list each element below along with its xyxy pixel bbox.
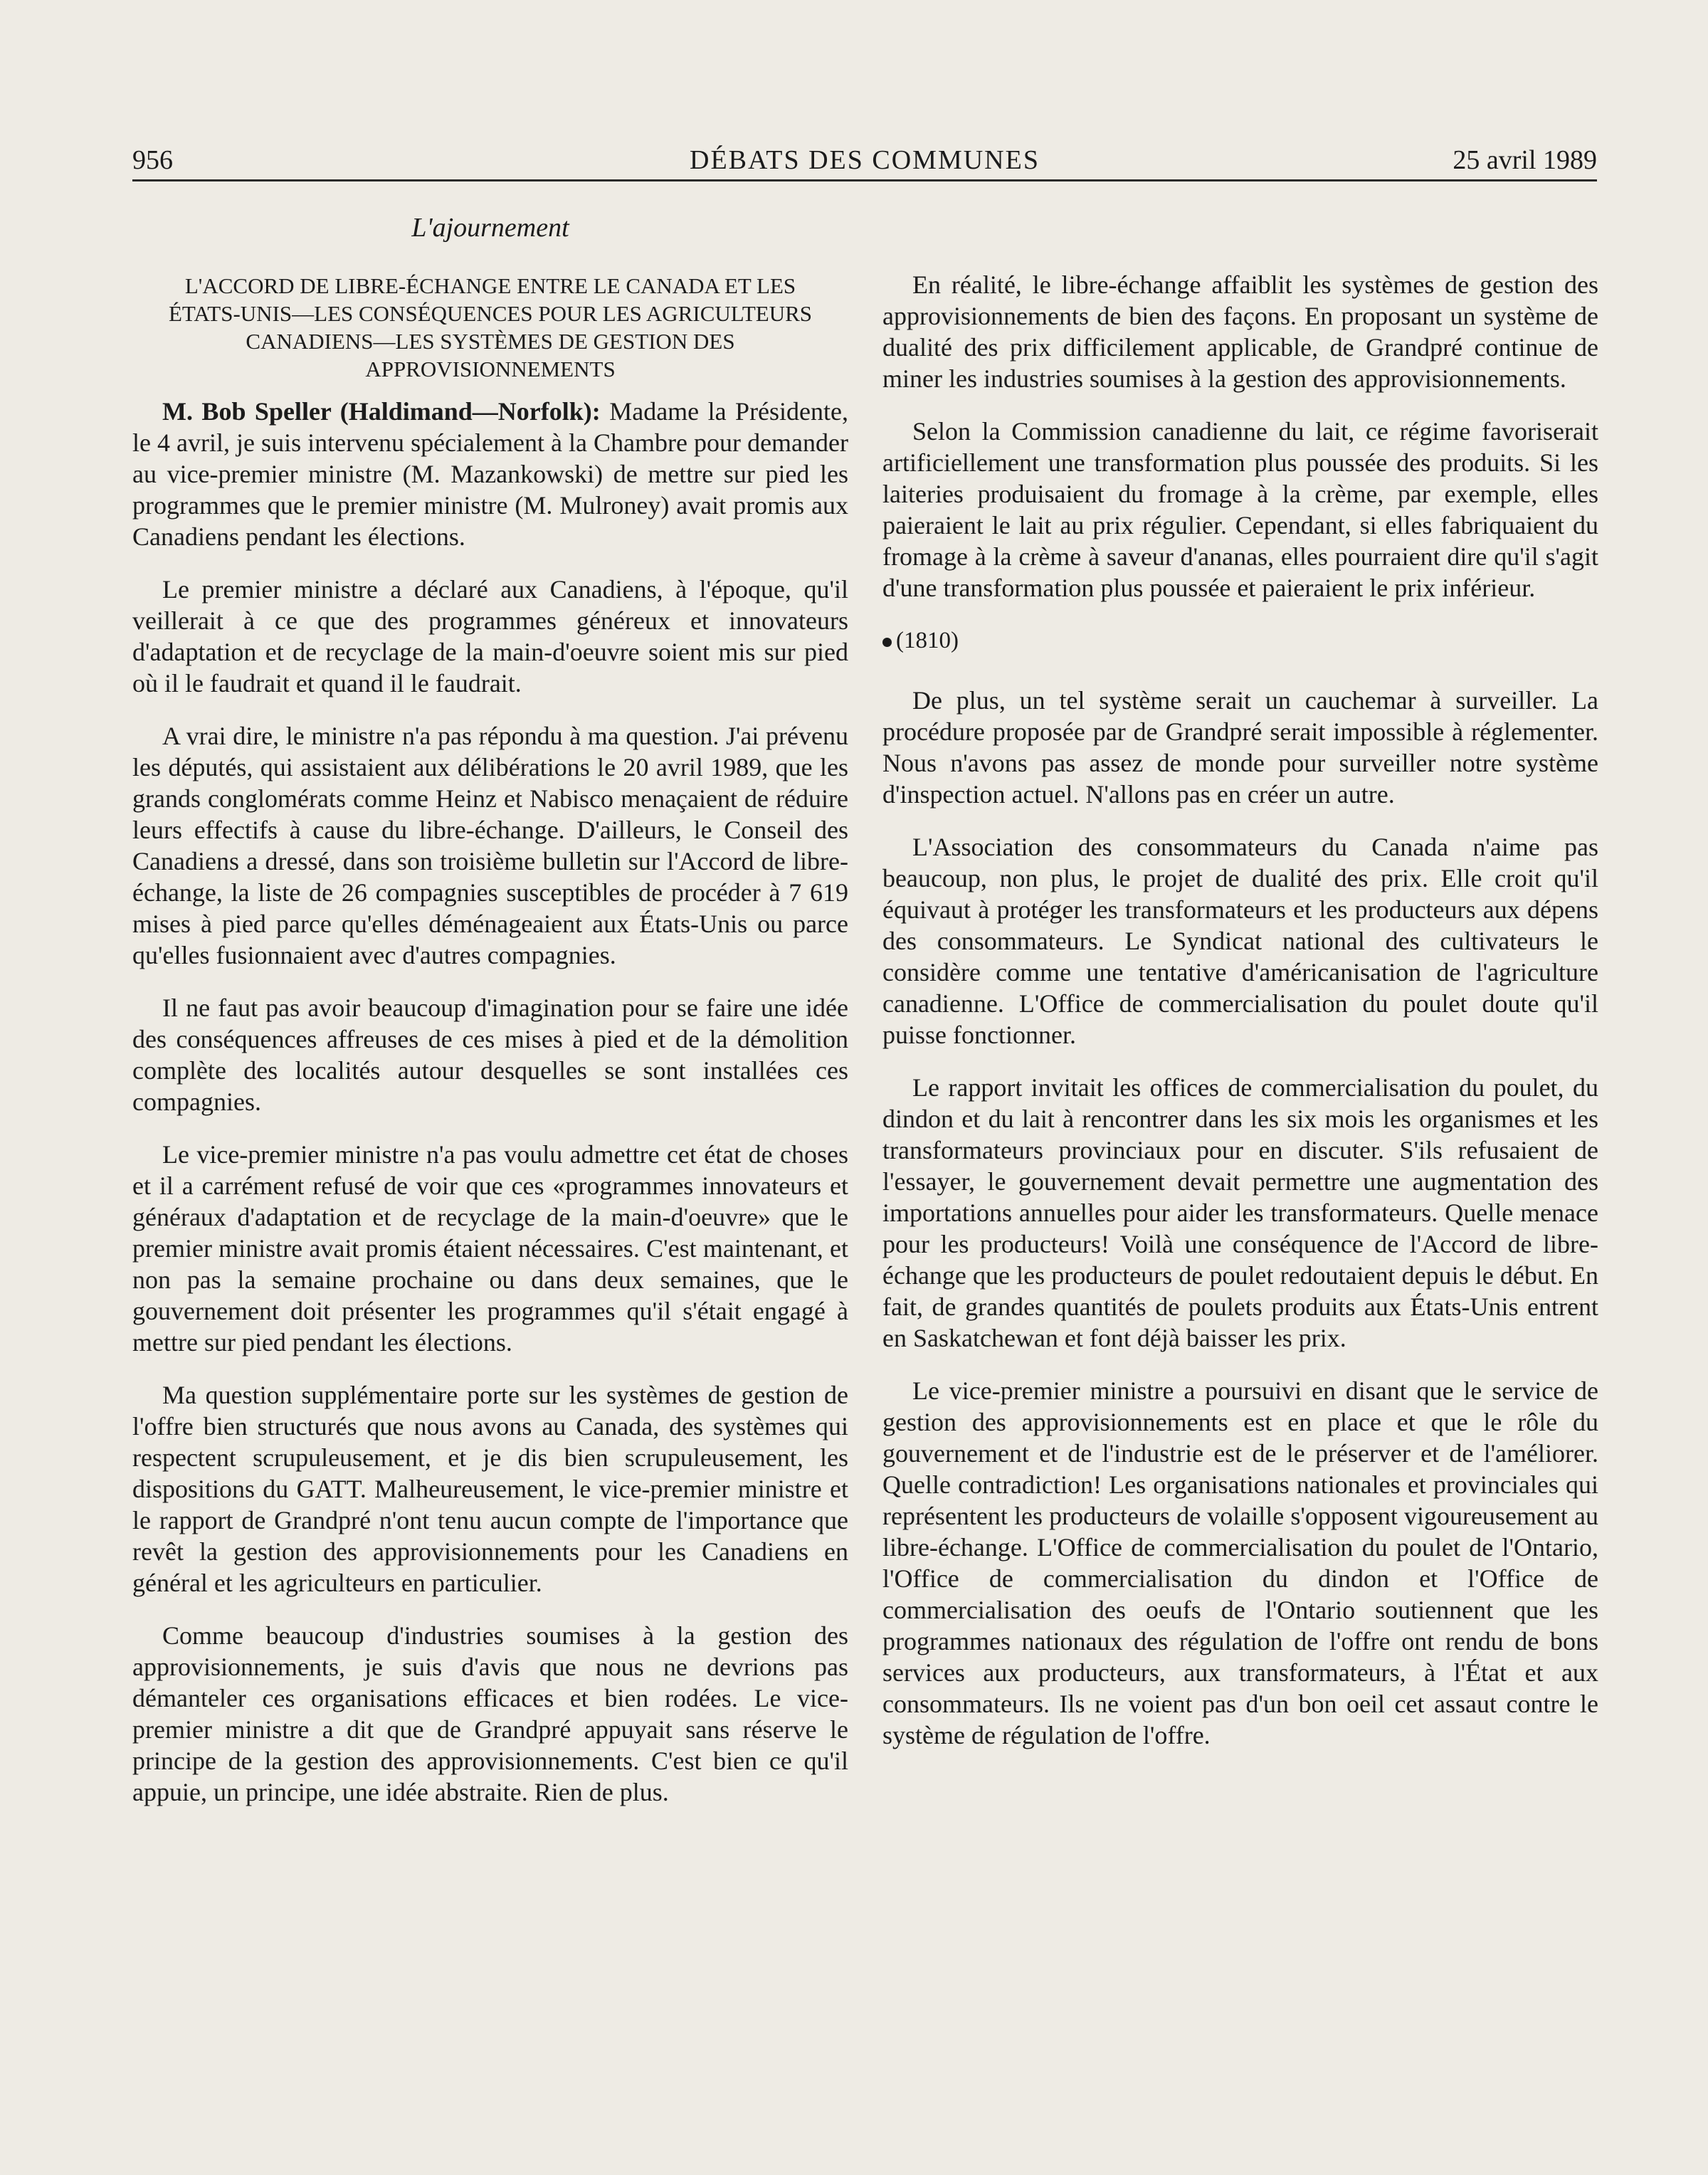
- debate-heading: L'ACCORD DE LIBRE-ÉCHANGE ENTRE LE CANADA ET LES ÉTATS-UNIS—LES CONSÉQUENCES POUR LES AGRICULTEURS CANADIENS—LES SYSTÈMES DE GESTION DES APPROVISIONNEMENTS: [168, 273, 813, 381]
- bullet-icon: [882, 638, 892, 647]
- header-rule: [132, 179, 1597, 181]
- paragraph: Selon la Commission canadienne du lait, ce régime favoriserait artificiellement une transformation plus poussée des produits. Si les laiteries produisaient du fromage à la crème, par exemple, elles paieraient le lait au prix régulier. Cependant, si elles fabriquaient du fromage à la crème à saveur d'ananas, elles pourraient dire qu'il s'agit d'une transformation plus poussée et paieraient le prix inférieur.: [882, 417, 1598, 602]
- paragraph: Le vice-premier ministre a poursuivi en disant que le service de gestion des approvisionnements est en place et que le rôle du gouvernement et de l'industrie est de le préserver et de l'améliorer. Quelle contradiction! Les organisations nationales et provinciales qui représentent les producteurs de volaille s'opposent vigoureusement au libre-échange. L'Office de commercialisation du poulet de l'Ontario, l'Office de commercialisation du dindon et l'Office de commercialisation des oeufs de l'Ontario soutiennent que les programmes nationaux des régulation de l'offre ont rendu de bons services aux producteurs, aux transformateurs, à l'État et aux consommateurs. Ils ne voient pas d'un bon oeil cet assaut contre le système de régulation de l'offre.: [882, 1376, 1598, 1749]
- time-marker: [882, 625, 1598, 656]
- paragraph: Le rapport invitait les offices de commercialisation du poulet, du dindon et du lait à rencontrer dans les six mois les organismes et les transformateurs provinciaux pour en discuter. S'ils refusaient de l'essayer, le gouvernement devait permettre une augmentation des importations annuelles pour aider les transformateurs. Quelle menace pour les producteurs! Voilà une conséquence de l'Accord de libre-échange que les producteurs de poulet redoutaient depuis le début. En fait, de grandes quantités de poulets produits aux États-Unis entrent en Saskatchewan et font déjà baisser les prix.: [882, 1073, 1598, 1352]
- section-title: L'ajournement: [411, 213, 569, 243]
- paragraph: Le premier ministre a déclaré aux Canadiens, à l'époque, qu'il veillerait à ce que des programmes généreux et innovateurs d'adaptation et de recyclage de la main-d'oeuvre soient mis sur pied où il le faudrait et quand il le faudrait.: [132, 575, 848, 697]
- paragraph: A vrai dire, le ministre n'a pas répondu à ma question. J'ai prévenu les députés, qui assistaient aux délibérations le 20 avril 1989, que les grands conglomérats comme Heinz et Nabisco menaçaient de réduire leurs effectifs à cause du libre-échange. D'ailleurs, le Conseil des Canadiens a dressé, dans son troisième bulletin sur l'Accord de libre-échange, la liste de 26 compagnies susceptibles de procéder à 7 619 mises à pied parce qu'elles déménageaient aux États-Unis ou parce qu'elles fusionnaient avec d'autres compagnies.: [132, 722, 848, 969]
- paragraph: Le vice-premier ministre n'a pas voulu admettre cet état de choses et il a carrément refusé de voir que ces «programmes innovateurs et généraux d'adaptation et de recyclage de la main-d'oeuvre» que le premier ministre avait promis étaient nécessaires. C'est maintenant, et non pas la semaine prochaine ou dans deux semaines, que le gouvernement doit présenter les programmes qu'il s'était engagé à mettre sur pied pendant les élections.: [132, 1140, 848, 1357]
- header-date: 25 avril 1989: [1453, 145, 1597, 175]
- publication-title: DÉBATS DES COMMUNES: [690, 145, 1040, 175]
- paragraph: Ma question supplémentaire porte sur les systèmes de gestion de l'offre bien structurés que nous avons au Canada, des systèmes qui respectent scrupuleusement, et je dis bien scrupuleusement, les dispositions du GATT. Malheureusement, le vice-premier ministre et le rapport de Grandpré n'ont tenu aucun compte de l'importance que revêt la gestion des approvisionnements pour les Canadiens en général et les agriculteurs en particulier.: [132, 1381, 848, 1597]
- paragraph: [132, 396, 848, 552]
- paragraph: En réalité, le libre-échange affaiblit les systèmes de gestion des approvisionnements de bien des façons. En proposant un système de dualité des prix difficilement applicable, de Grandpré continue de miner les industries soumises à la gestion des approvisionnements.: [882, 270, 1598, 393]
- left-column: [132, 212, 848, 1829]
- page-number: 956: [132, 145, 173, 175]
- time-marker-text: (1810): [896, 628, 959, 653]
- paragraph: Comme beaucoup d'industries soumises à la gestion des approvisionnements, je suis d'avis que nous ne devrions pas démanteler ces organisations efficaces et bien rodées. Le vice-premier ministre a dit que de Grandpré appuyait sans réserve le principe de la gestion des approvisionnements. C'est bien ce qu'il appuie, un principe, une idée abstraite. Rien de plus.: [132, 1621, 848, 1806]
- page-header: [132, 139, 1597, 181]
- paragraph: Il ne faut pas avoir beaucoup d'imagination pour se faire une idée des conséquences affreuses de ces mises à pied et de la démolition complète des localités autour desquelles se sont installées ces compagnies.: [132, 994, 848, 1116]
- paragraph: L'Association des consommateurs du Canada n'aime pas beaucoup, non plus, le projet de dualité des prix. Elle croit qu'il équivaut à protéger les transformateurs et les producteurs aux dépens des consommateurs. Le Syndicat national des cultivateurs le considère comme une tentative d'américanisation de l'agriculture canadienne. L'Office de commercialisation du poulet doute qu'il puisse fonctionner.: [882, 833, 1598, 1049]
- paragraph-text: Madame la Présidente, le 4 avril, je suis intervenu spécialement à la Chambre pour demander au vice-premier ministre (M. Mazankowski) de mettre sur pied les programmes que le premier ministre (M. Mulroney) avait promis aux Canadiens pendant les élections.: [132, 397, 849, 551]
- right-column: [882, 269, 1598, 1772]
- paragraph: De plus, un tel système serait un cauchemar à surveiller. La procédure proposée par de Grandpré serait impossible à réglementer. Nous n'avons pas assez de monde pour surveiller notre système d'inspection actuel. N'allons pas en créer un autre.: [882, 686, 1598, 809]
- speaker-name: M. Bob Speller (Haldimand—Norfolk):: [162, 397, 601, 426]
